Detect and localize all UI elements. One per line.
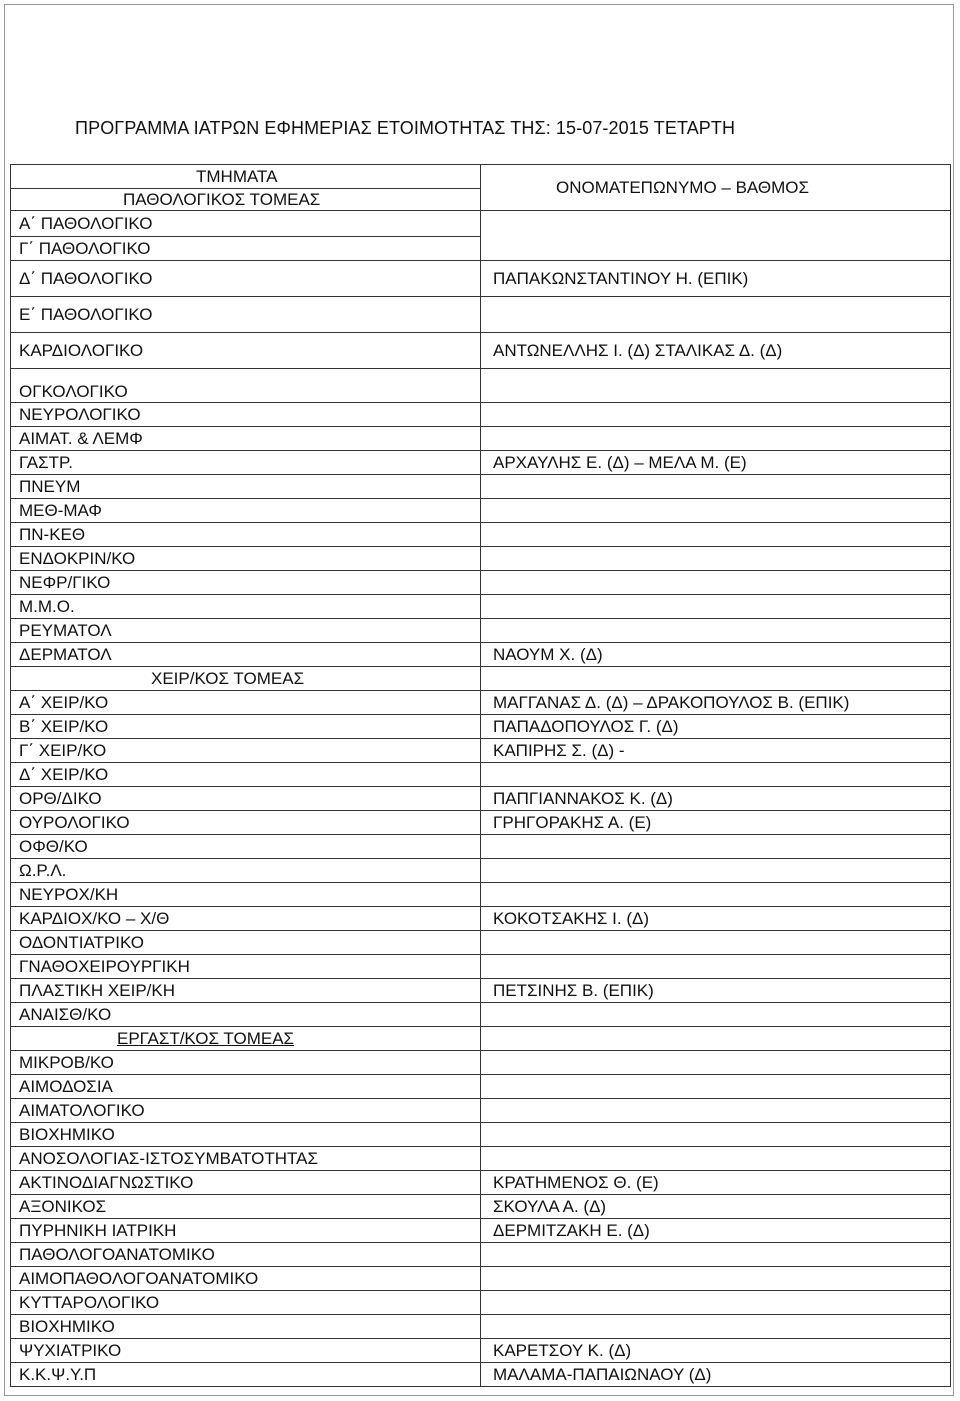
table-row — [11, 907, 951, 931]
doctor-cell — [481, 931, 951, 955]
doctor-cell — [481, 1027, 951, 1051]
department-cell: ΓΑΣΤΡ. — [11, 451, 481, 475]
doctor-cell — [481, 1267, 951, 1291]
department-cell: ΟΔΟΝΤΙΑΤΡΙΚΟ — [11, 931, 481, 955]
department-cell: ΒΙΟΧΗΜΙΚΟ — [11, 1123, 481, 1147]
doctor-cell: ΑΝΤΩΝΕΛΛΗΣ Ι. (Δ) ΣΤΑΛΙΚΑΣ Δ. (Δ) — [481, 333, 951, 369]
doctor-cell — [481, 1123, 951, 1147]
section-lab: ΕΡΓΑΣΤ/ΚΟΣ ΤΟΜΕΑΣ — [117, 1028, 295, 1048]
doctor-cell — [481, 835, 951, 859]
doctor-cell — [481, 547, 951, 571]
table-row — [11, 979, 951, 1003]
department-cell: ΑΝΑΙΣΘ/ΚΟ — [11, 1003, 481, 1027]
section-row — [11, 1027, 951, 1051]
table-row — [11, 261, 951, 297]
table-row — [11, 715, 951, 739]
table-row — [11, 1147, 951, 1171]
doctor-cell: ΠΑΠΑΚΩΝΣΤΑΝΤΙΝΟΥ Η. (ΕΠΙΚ) — [481, 261, 951, 297]
table-row — [11, 691, 951, 715]
doctor-cell — [481, 883, 951, 907]
table-row — [11, 1051, 951, 1075]
department-cell: Μ.Μ.Ο. — [11, 595, 481, 619]
doctor-cell: ΝΑΟΥΜ Χ. (Δ) — [481, 643, 951, 667]
department-cell: ΑΞΟΝΙΚΟΣ — [11, 1195, 481, 1219]
table-row — [11, 787, 951, 811]
department-cell: ΚΑΡΔΙΟΛΟΓΙΚΟ — [11, 333, 481, 369]
doctor-cell — [481, 427, 951, 451]
department-cell: Ε΄ ΠΑΘΟΛΟΓΙΚΟ — [11, 297, 481, 333]
doctor-cell — [481, 619, 951, 643]
department-cell: ΑΙΜΟΠΑΘΟΛΟΓΟΑΝΑΤΟΜΙΚΟ — [11, 1267, 481, 1291]
section-pathology: ΠΑΘΟΛΟΓΙΚΟΣ ΤΟΜΕΑΣ — [11, 189, 481, 211]
department-cell: ΑΝΟΣΟΛΟΓΙΑΣ-ΙΣΤΟΣΥΜΒΑΤΟΤΗΤΑΣ — [11, 1147, 481, 1171]
department-cell: Α΄ ΠΑΘΟΛΟΓΙΚΟ — [11, 211, 481, 237]
table-row — [11, 1219, 951, 1243]
table-row — [11, 739, 951, 763]
table-row — [11, 883, 951, 907]
doctor-cell — [481, 1291, 951, 1315]
table-row — [11, 1267, 951, 1291]
doctor-cell: ΓΡΗΓΟΡΑΚΗΣ Α. (Ε) — [481, 811, 951, 835]
doctor-cell — [481, 1003, 951, 1027]
department-cell: ΕΝΔΟΚΡΙΝ/ΚΟ — [11, 547, 481, 571]
department-cell: Δ΄ ΠΑΘΟΛΟΓΙΚΟ — [11, 261, 481, 297]
section-row — [11, 667, 951, 691]
department-cell: Δ΄ ΧΕΙΡ/ΚΟ — [11, 763, 481, 787]
department-cell: ΠΥΡΗΝΙΚΗ ΙΑΤΡΙΚΗ — [11, 1219, 481, 1243]
department-cell: ΜΕΘ-ΜΑΦ — [11, 499, 481, 523]
table-row — [11, 811, 951, 835]
department-cell: Γ΄ ΠΑΘΟΛΟΓΙΚΟ — [11, 237, 481, 261]
doctor-cell — [481, 369, 951, 403]
table-row — [11, 1099, 951, 1123]
duty-roster-table — [10, 164, 951, 1387]
doctor-cell — [481, 1147, 951, 1171]
department-cell: ΠΑΘΟΛΟΓΟΑΝΑΤΟΜΙΚΟ — [11, 1243, 481, 1267]
doctor-cell: ΜΑΓΓΑΝΑΣ Δ. (Δ) – ΔΡΑΚΟΠΟΥΛΟΣ Β. (ΕΠΙΚ) — [481, 691, 951, 715]
page-title: ΠΡΟΓΡΑΜΜΑ ΙΑΤΡΩΝ ΕΦΗΜΕΡΙΑΣ ΕΤΟΙΜΟΤΗΤΑΣ ΤΗΣ: 15-07-2015 ΤΕΤΑΡΤΗ — [75, 118, 736, 138]
doctor-cell: ΚΟΚΟΤΣΑΚΗΣ Ι. (Δ) — [481, 907, 951, 931]
department-cell: ΓΝΑΘΟΧΕΙΡΟΥΡΓΙΚΗ — [11, 955, 481, 979]
table-row — [11, 547, 951, 571]
doctor-cell — [481, 475, 951, 499]
doctor-cell: ΑΡΧΑΥΛΗΣ Ε. (Δ) – ΜΕΛΑ Μ. (Ε) — [481, 451, 951, 475]
department-cell: ΚΑΡΔΙΟΧ/ΚΟ – Χ/Θ — [11, 907, 481, 931]
department-cell: ΑΙΜΑΤΟΛΟΓΙΚΟ — [11, 1099, 481, 1123]
department-cell: ΠΝΕΥΜ — [11, 475, 481, 499]
table-row — [11, 571, 951, 595]
department-cell: ΒΙΟΧΗΜΙΚΟ — [11, 1315, 481, 1339]
table-row — [11, 835, 951, 859]
table-row — [11, 1291, 951, 1315]
table-row — [11, 619, 951, 643]
doctor-cell: ΜΑΛΑΜΑ-ΠΑΠΑΙΩΝΑΟΥ (Δ) — [481, 1363, 951, 1387]
department-cell: ΑΙΜΑΤ. & ΛΕΜΦ — [11, 427, 481, 451]
header-departments: ΤΜΗΜΑΤΑ — [11, 165, 481, 189]
department-cell: ΜΙΚΡΟΒ/ΚΟ — [11, 1051, 481, 1075]
department-cell: ΠΝ-ΚΕΘ — [11, 523, 481, 547]
doctor-cell: ΠΕΤΣΙΝΗΣ Β. (ΕΠΙΚ) — [481, 979, 951, 1003]
doctor-cell — [481, 763, 951, 787]
table-row — [11, 499, 951, 523]
table-row — [11, 859, 951, 883]
table-row — [11, 1171, 951, 1195]
table-row — [11, 403, 951, 427]
table-header-row — [11, 165, 951, 189]
doctor-cell — [481, 1315, 951, 1339]
doctor-cell — [481, 955, 951, 979]
doctor-cell — [481, 571, 951, 595]
department-cell: Κ.Κ.Ψ.Υ.Π — [11, 1363, 481, 1387]
table-row — [11, 427, 951, 451]
table-row — [11, 297, 951, 333]
department-cell: ΚΥΤΤΑΡΟΛΟΓΙΚΟ — [11, 1291, 481, 1315]
doctor-cell — [481, 211, 951, 261]
doctor-cell — [481, 595, 951, 619]
table-row — [11, 211, 951, 237]
department-cell: ΝΕΦΡ/ΓΙΚΟ — [11, 571, 481, 595]
department-cell: Ω.Ρ.Λ. — [11, 859, 481, 883]
doctor-cell: ΚΡΑΤΗΜΕΝΟΣ Θ. (Ε) — [481, 1171, 951, 1195]
doctor-cell — [481, 1243, 951, 1267]
section-surgery: ΧΕΙΡ/ΚΟΣ ΤΟΜΕΑΣ — [11, 667, 481, 691]
table-row — [11, 451, 951, 475]
table-row — [11, 333, 951, 369]
table-row — [11, 763, 951, 787]
table-row — [11, 1003, 951, 1027]
doctor-cell: ΚΑΡΕΤΣΟΥ Κ. (Δ) — [481, 1339, 951, 1363]
department-cell: ΨΥΧΙΑΤΡΙΚΟ — [11, 1339, 481, 1363]
department-cell: Γ΄ ΧΕΙΡ/ΚΟ — [11, 739, 481, 763]
table-row — [11, 931, 951, 955]
table-row — [11, 1243, 951, 1267]
doctor-cell: ΚΑΠΙΡΗΣ Σ. (Δ) - — [481, 739, 951, 763]
table-row — [11, 643, 951, 667]
doctor-cell: ΔΕΡΜΙΤΖΑΚΗ Ε. (Δ) — [481, 1219, 951, 1243]
department-cell: Α΄ ΧΕΙΡ/ΚΟ — [11, 691, 481, 715]
doctor-cell — [481, 1099, 951, 1123]
section-lab-cell — [11, 1027, 481, 1051]
table-row — [11, 595, 951, 619]
table-row — [11, 1195, 951, 1219]
department-cell: Β΄ ΧΕΙΡ/ΚΟ — [11, 715, 481, 739]
doctor-cell — [481, 859, 951, 883]
table-row — [11, 1075, 951, 1099]
department-cell: ΠΛΑΣΤΙΚΗ ΧΕΙΡ/ΚΗ — [11, 979, 481, 1003]
department-cell: ΟΦΘ/ΚΟ — [11, 835, 481, 859]
doctor-cell — [481, 499, 951, 523]
department-cell: ΑΚΤΙΝΟΔΙΑΓΝΩΣΤΙΚΟ — [11, 1171, 481, 1195]
department-cell: ΑΙΜΟΔΟΣΙΑ — [11, 1075, 481, 1099]
table-row — [11, 1339, 951, 1363]
department-cell: ΟΡΘ/ΔΙΚΟ — [11, 787, 481, 811]
department-cell: ΝΕΥΡΟΛΟΓΙΚΟ — [11, 403, 481, 427]
table-row — [11, 1315, 951, 1339]
doctor-cell — [481, 1051, 951, 1075]
table-row — [11, 369, 951, 403]
table-row — [11, 1363, 951, 1387]
table-row — [11, 1123, 951, 1147]
department-cell: ΝΕΥΡΟΧ/ΚΗ — [11, 883, 481, 907]
doctor-cell — [481, 297, 951, 333]
doctor-cell — [481, 667, 951, 691]
table-row — [11, 955, 951, 979]
table-row — [11, 475, 951, 499]
doctor-cell — [481, 1075, 951, 1099]
table-row — [11, 523, 951, 547]
department-cell: ΔΕΡΜΑΤΟΛ — [11, 643, 481, 667]
header-names: ΟΝΟΜΑΤΕΠΩΝΥΜΟ – ΒΑΘΜΟΣ — [481, 165, 951, 211]
doctor-cell: ΠΑΠΓΙΑΝΝΑΚΟΣ Κ. (Δ) — [481, 787, 951, 811]
doctor-cell: ΠΑΠΑΔΟΠΟΥΛΟΣ Γ. (Δ) — [481, 715, 951, 739]
doctor-cell — [481, 523, 951, 547]
department-cell: ΟΥΡΟΛΟΓΙΚΟ — [11, 811, 481, 835]
doctor-cell: ΣΚΟΥΛΑ Α. (Δ) — [481, 1195, 951, 1219]
department-cell: ΡΕΥΜΑΤΟΛ — [11, 619, 481, 643]
department-cell: ΟΓΚΟΛΟΓΙΚΟ — [11, 369, 481, 403]
doctor-cell — [481, 403, 951, 427]
